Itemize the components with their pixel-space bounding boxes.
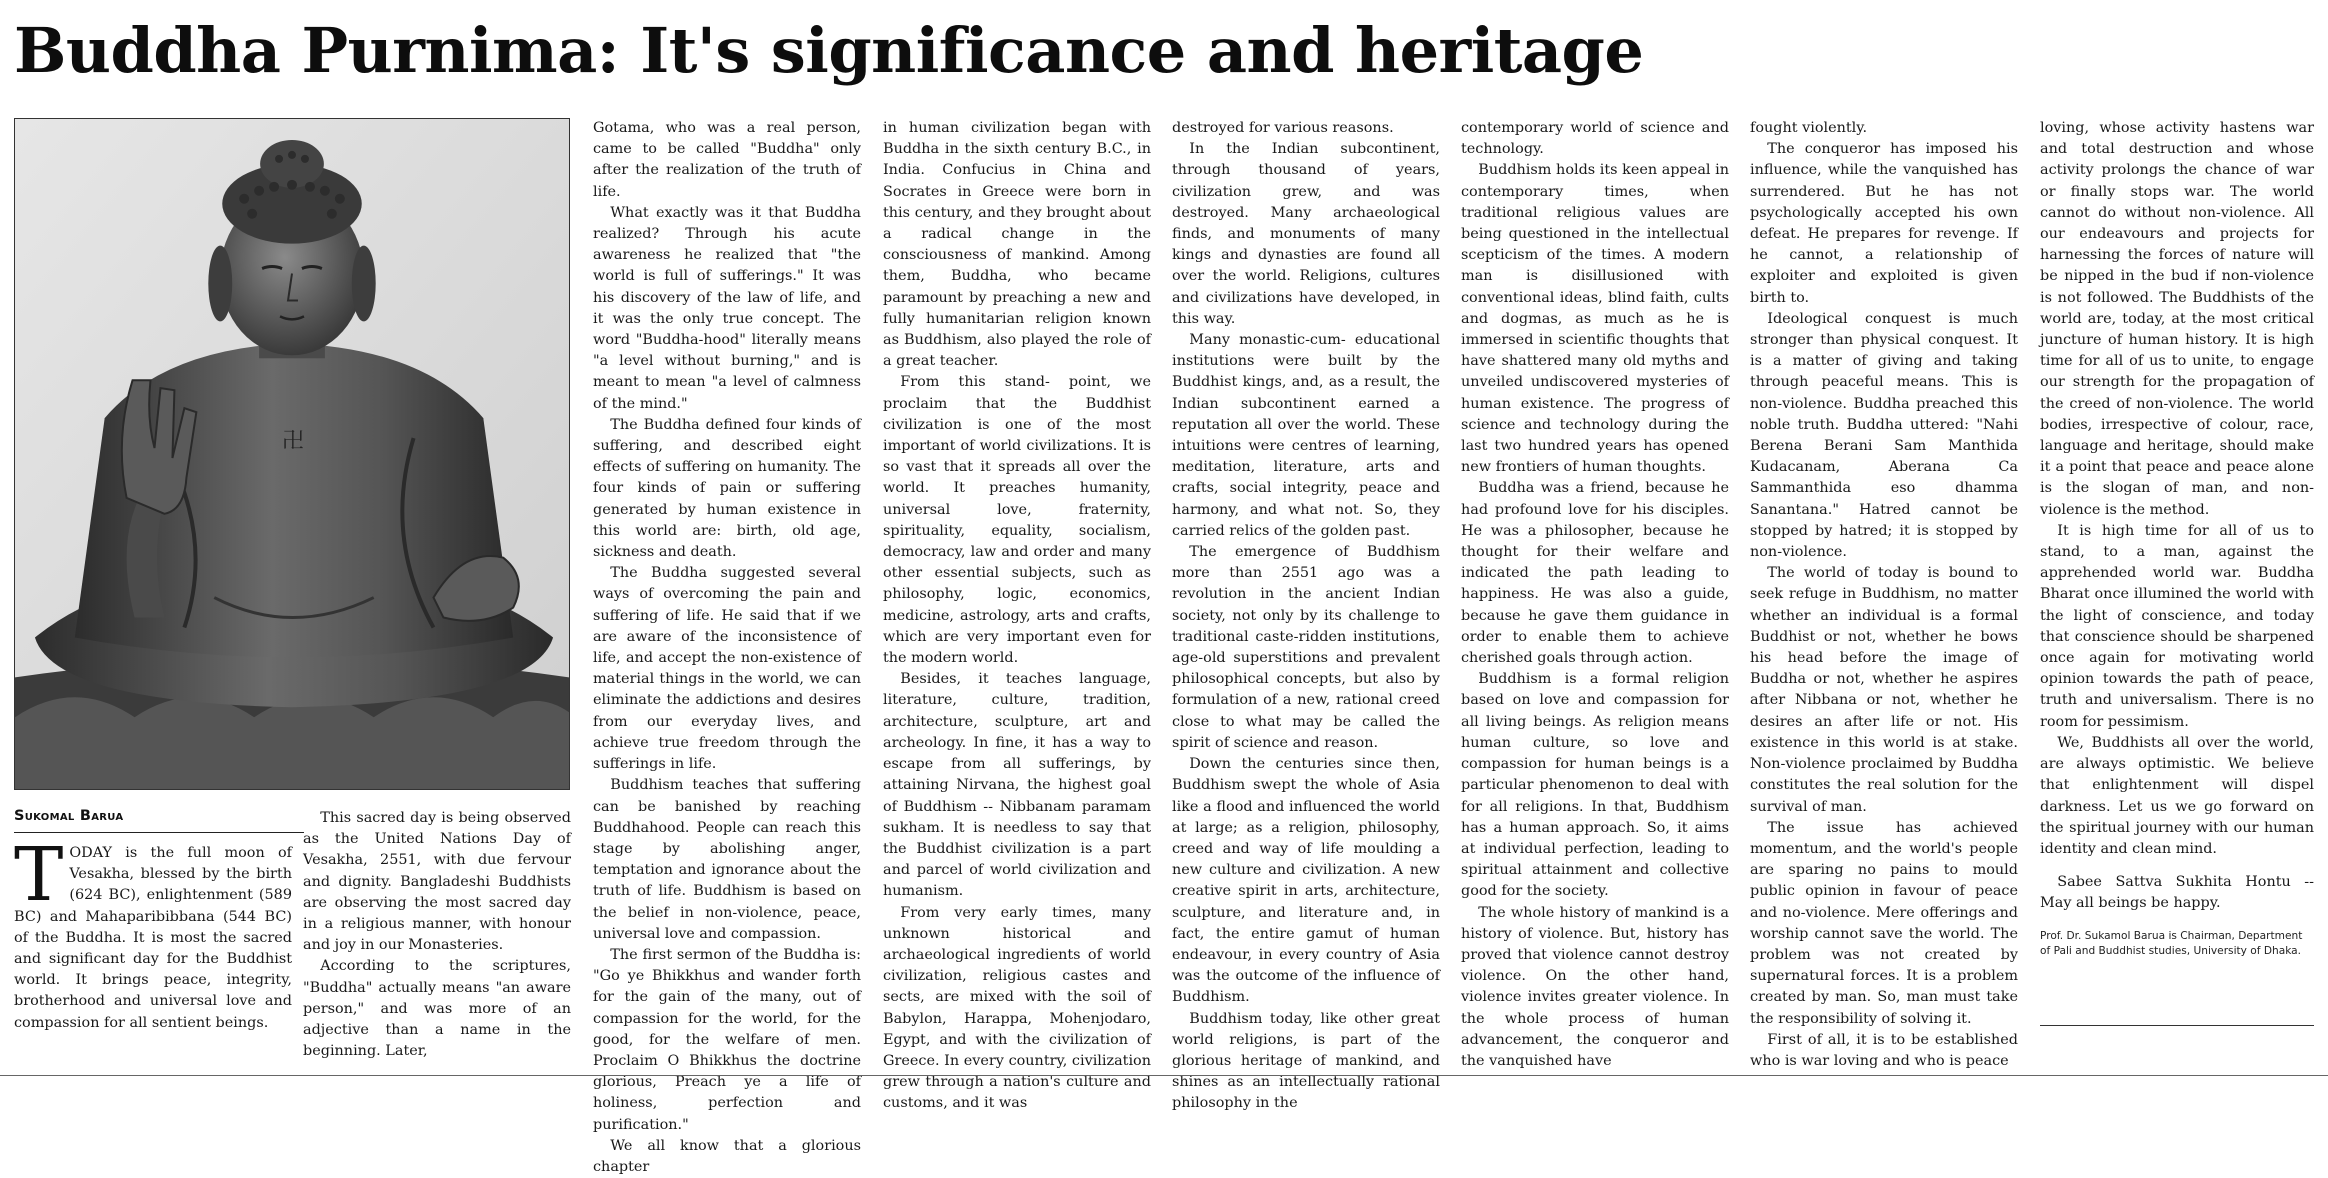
author-note: Prof. Dr. Sukamol Barua is Chairman, Department of Pali and Buddhist studies, University of Dhaka. bbox=[2040, 929, 2303, 957]
article-paragraph: We, Buddhists all over the world, are always optimistic. We believe that enlightenment will dispel darkness. Let us we go forward on the spiritual journey with our human identity and clean mind. bbox=[2040, 734, 2314, 857]
article-paragraph: Buddhism holds its keen appeal in contemporary times, when traditional religious values are being questioned in the intellectual scepticism of the times. A modern man is disillusioned with conventional ideas, blind faith, cults and dogmas, as much as he is immersed in scientific thoughts that have shattered many old myths and unveiled undiscovered mysteries of human existence. The progress of science and technology during the last two hundred years has opened new frontiers of human thoughts. bbox=[1461, 162, 1729, 476]
article-paragraph: Buddhism today, like other great world religions, is part of the glorious heritage of mankind, and shines as an intellectually rational philosophy in the bbox=[1172, 1010, 1440, 1112]
article-paragraph: From very early times, many unknown historical and archaeological ingredients of world civilization, religious castes and sects, are mixed with the soil of Babylon, Harappa, Mohenjodaro, Egypt, and with the civilization of Greece. In every country, civilization grew through a nation's culture and customs, and it was bbox=[883, 904, 1151, 1112]
article-paragraph: Besides, it teaches language, literature, culture, tradition, architecture, sculpture, art and archeology. In fine, it has a way to escape from all sufferings, by attaining Nirvana, the highest goal of Buddhism -- Nibbanam paramam sukham. It is needless to say that the Buddhist civilization is a part and parcel of world civilization and humanism. bbox=[883, 671, 1151, 900]
drop-cap: T bbox=[14, 832, 64, 918]
article-column-1 bbox=[14, 832, 292, 1071]
article-paragraph: According to the scriptures, "Buddha" actually means "an aware person," and was more of an adjective than a name in the beginning. Later, bbox=[303, 958, 571, 1060]
svg-text:卍: 卍 bbox=[282, 429, 304, 455]
headline: Buddha Purnima: It's significance and heritage bbox=[14, 14, 1644, 87]
article-paragraph: This sacred day is being observed as the United Nations Day of Vesakha, 2551, with due fervour and dignity. Bangladeshi Buddhists are observing the most sacred day in a religious manner, with honour and joy in our Monasteries. bbox=[303, 810, 571, 954]
article-column-5 bbox=[1172, 118, 1440, 1112]
article-paragraph: Buddhism teaches that suffering can be banished by reaching Buddhahood. People can reach this stage by abolishing anger, temptation and ignorance about the truth of life. Buddhism is based on the belief in non-violence, peace, universal love and compassion. bbox=[593, 777, 861, 942]
article-paragraph: In the Indian subcontinent, through thousand of years, civilization grew, and was destroyed. Many archaeological finds, and monuments of many kings and dynasties are found all over the world. Religions, cultures and civilizations have developed, in this way. bbox=[1172, 141, 1440, 327]
closing-paragraph: Sabee Sattva Sukhita Hontu -- May all beings be happy. bbox=[2040, 874, 2314, 912]
article-paragraph: The world of today is bound to seek refuge in Buddhism, no matter whether an individual is a formal Buddhist or not, whether he bows his head before the image of Buddha or not, whether he aspires after Nibbana or not, whether he desires an after life or not. His existence in this world is at stake. Non-violence proclaimed by Buddha constitutes the real solution for the survival of man. bbox=[1750, 565, 2018, 815]
page-bottom-rule bbox=[0, 1075, 2328, 1076]
article-paragraph: Gotama, who was a real person, came to be called "Buddha" only after the realization of the truth of life. bbox=[593, 120, 861, 200]
article-paragraph: It is high time for all of us to stand, to a man, against the apprehended world war. Buddha Bharat once illumined the world with the light of conscience, and today that conscience should be sharpened once again for motivating world opinion towards the path of peace, truth and universalism. There is no room for pessimism. bbox=[2040, 522, 2314, 730]
article-paragraph: Buddha was a friend, because he had profound love for his disciples. He was a philosopher, because he thought for their welfare and indicated the path leading to happiness. He was also a guide, because he gave them guidance in order to enable them to achieve cherished goals through action. bbox=[1461, 480, 1729, 667]
buddha-statue-illustration bbox=[15, 119, 569, 789]
article-column-4 bbox=[883, 118, 1151, 1112]
spacer bbox=[2040, 860, 2314, 872]
article-paragraph: The conqueror has imposed his influence, while the vanquished has surrendered. But he has not psychologically accepted his own defeat. He prepares for revenge. If he cannot, a relationship of exploiter and exploited is given birth to. bbox=[1750, 141, 2018, 306]
article-column-6 bbox=[1461, 118, 1729, 1074]
article-paragraph: in human civilization began with Buddha in the sixth century B.C., in India. Confucius in China and Socrates in Greece were born in this century, and they brought about a radical change in the consciousness of mankind. Among them, Buddha, who became paramount by preaching a new and fully humanitarian religion known as Buddhism, also played the role of a great teacher. bbox=[883, 120, 1151, 370]
article-paragraph: contemporary world of science and technology. bbox=[1461, 120, 1729, 158]
buddha-statue-image bbox=[14, 118, 570, 790]
article-paragraph: We all know that a glorious chapter bbox=[593, 1137, 861, 1175]
article-paragraph: Many monastic-cum- educational institutions were built by the Buddhist kings, and, as a result, the Indian subcontinent earned a reputation all over the world. These intuitions were centres of learning, meditation, literature, arts and crafts, social integrity, peace and harmony, and what not. So, they carried relics of the golden past. bbox=[1172, 332, 1440, 539]
article-column-7 bbox=[1750, 118, 2018, 1074]
article-column-8 bbox=[2040, 118, 2314, 1018]
article-paragraph: What exactly was it that Buddha realized? Through his acute awareness he realized that "the world is full of sufferings." It was his discovery of the law of life, and it was the only true concept. The word "Buddha-hood" literally means "a level without burning," and is meant to mean "a level of calmness of the mind." bbox=[593, 204, 861, 412]
article-paragraph: TODAY is the full moon of Vesakha, blessed by the birth (624 BC), enlightenment (589 BC) and Mahaparibibbana (544 BC) of the Buddha. It is most the sacred and significant day for the Buddhist world. It brings peace, integrity, brotherhood and universal love and compassion for all sentient beings. bbox=[14, 832, 292, 1031]
article-paragraph: The emergence of Buddhism more than 2551 ago was a revolution in the ancient Indian society, not only by its challenge to traditional caste-ridden institutions, age-old superstitions and prevalent philosophical concepts, but also by formulation of a new, rational creed close to what may be called the spirit of science and reason. bbox=[1172, 544, 1440, 751]
article-paragraph: Down the centuries since then, Buddhism swept the whole of Asia like a flood and influenced the world at large; as a religion, philosophy, creed and way of life moulding a new culture and civilization. A new creative spirit in arts, architecture, sculpture, and literature and, in fact, the entire gamut of human endeavour, in every country of Asia was the outcome of the influence of Buddhism. bbox=[1172, 756, 1440, 1006]
article-column-3 bbox=[593, 118, 861, 1175]
article-paragraph: fought violently. bbox=[1750, 120, 1868, 136]
byline: Sukomal Barua bbox=[14, 808, 124, 824]
article-paragraph: First of all, it is to be established who is war loving and who is peace bbox=[1750, 1031, 2018, 1069]
article-paragraph: loving, whose activity hastens war and total destruction and whose activity prolongs the chance of war or finally stops war. The world cannot do without non-violence. All our endeavours and projects for harnessing the forces of nature will be nipped in the bud if non-violence is not followed. The Buddhists of the world are, today, at the most critical juncture of human history. It is high time for all of us to unite, to engage our strength for the propagation of the creed of non-violence. The world bodies, irrespective of colour, race, language and heritage, should make it a point that peace and peace alone is the slogan of man, and non-violence is the method. bbox=[2040, 120, 2314, 518]
article-paragraph: The Buddha defined four kinds of suffering, and described eight effects of suffering on humanity. The four kinds of pain or suffering generated by human existence in this world are: birth, old age, sickness and death. bbox=[593, 416, 861, 561]
article-paragraph: Buddhism is a formal religion based on love and compassion for all living beings. As religion means human culture, so love and compassion for human beings is a particular phenomenon to deal with for all religions. In that, Buddhism has a human approach. So, it aims at individual perfection, leading to spiritual attainment and collective good for the society. bbox=[1461, 671, 1729, 900]
article-paragraph: From this stand- point, we proclaim that the Buddhist civilization is one of the most important of world civilizations. It is so vast that it spreads all over the world. It preaches humanity, universal love, fraternity, spirituality, equality, socialism, democracy, law and order and many other essential subjects, such as philosophy, logic, economics, medicine, astrology, arts and crafts, which are very important even for the modern world. bbox=[883, 374, 1151, 667]
article-paragraph: The issue has achieved momentum, and the world's people are sparing no pains to mould public opinion in favour of peace and no-violence. Mere offerings and worship cannot save the world. The problem was not created by supernatural forces. It is a problem created by man. So, man must take the responsibility of solving it. bbox=[1750, 819, 2018, 1027]
article-paragraph: The first sermon of the Buddha is: "Go ye Bhikkhus and wander forth for the gain of the many, out of compassion for the world, for the good, for the welfare of men. Proclaim O Bhikkhus the doctrine glorious, Preach ye a life of holiness, perfection and purification." bbox=[593, 946, 861, 1133]
article-paragraph: The Buddha suggested several ways of overcoming the pain and suffering of life. He said that if we are aware of the inconsistence of life, and accept the non-existence of material things in the world, we can eliminate the addictions and desires from our everyday lives, and achieve true freedom through the sufferings in life. bbox=[593, 565, 861, 773]
article-paragraph: destroyed for various reasons. bbox=[1172, 120, 1394, 136]
article-column-2 bbox=[303, 808, 571, 1072]
end-of-article-rule bbox=[2040, 1025, 2314, 1026]
article-paragraph: The whole history of mankind is a history of violence. But, history has proved that violence cannot destroy violence. On the other hand, violence invites greater violence. In the whole process of human advancement, the conqueror and the vanquished have bbox=[1461, 904, 1729, 1069]
article-paragraph: Ideological conquest is much stronger than physical conquest. It is a matter of giving and taking through peaceful means. This is non-violence. Buddha preached this noble truth. Buddha uttered: "Nahi Berena Berani Sam Manthida Kudacanam, Aberana Ca Sammanthida eso dhamma Sanantana." Hatred cannot be stopped by hatred; it is stopped by non-violence. bbox=[1750, 310, 2018, 561]
